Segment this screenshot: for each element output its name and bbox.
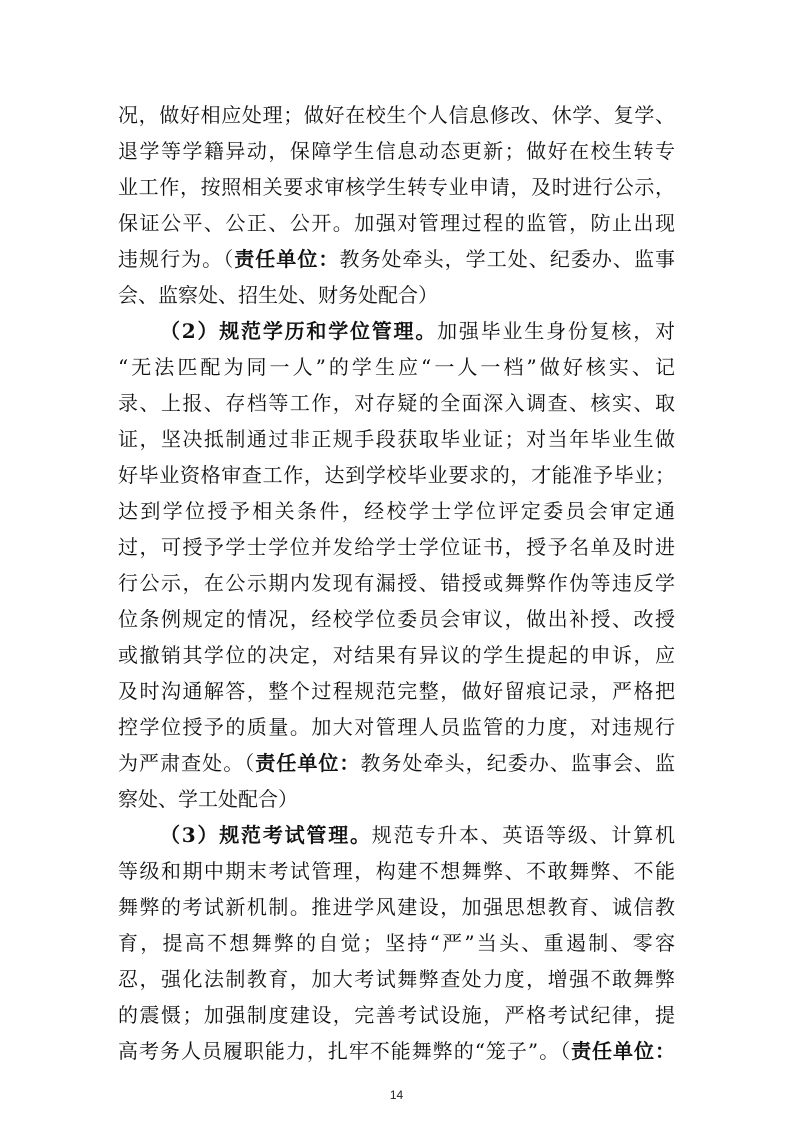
paragraph-2-line-6: 达到学位授予相关条件，经校学士学位评定委员会审定通 (118, 499, 675, 523)
text-run: 加强毕业生身份复核，对 (437, 319, 675, 343)
text-run: 违规行为。（ (118, 247, 235, 271)
section-heading: （2）规范学历和学位管理。 (160, 319, 438, 343)
responsibility-label: 责任单位： (234, 247, 340, 271)
paragraph-2-line-7: 过，可授予学士学位并发给学士学位证书，授予名单及时进 (118, 535, 675, 559)
paragraph-3-line-6: 的震慑；加强制度建设，完善考试设施，严格考试纪律，提 (118, 1003, 675, 1027)
paragraph-2-line-10: 或撤销其学位的决定，对结果有异议的学生提起的申诉，应 (118, 643, 675, 667)
paragraph-3-line-7 (118, 1033, 675, 1069)
page-number: 14 (389, 1088, 404, 1102)
paragraph-2-line-8: 行公示，在公示期内发现有漏授、错授或舞弊作伪等违反学 (118, 571, 675, 595)
paragraph-1-line-5 (118, 241, 675, 277)
paragraph-3-line-5: 忍，强化法制教育，加大考试舞弊查处力度，增强不敢舞弊 (118, 967, 675, 991)
section-heading: （3）规范考试管理。 (160, 823, 372, 847)
paragraph-1-line-1: 况，做好相应处理；做好在校生个人信息修改、休学、复学、 (118, 103, 675, 127)
responsibility-label: 责任单位： (571, 1039, 675, 1063)
text-run: 高考务人员履职能力，扎牢不能舞弊的“笼子”。（ (118, 1039, 572, 1063)
paragraph-2-line-5: 好毕业资格审查工作，达到学校毕业要求的，才能准予毕业； (118, 463, 675, 487)
text-run: 教务处牵头，学工处、纪委办、监事 (339, 247, 675, 271)
paragraph-2-line-1 (160, 313, 675, 349)
paragraph-2-line-9: 位条例规定的情况，经校学位委员会审议，做出补授、改授 (118, 607, 675, 631)
paragraph-2-line-11: 及时沟通解答，整个过程规范完整，做好留痕记录，严格把 (118, 679, 675, 703)
paragraph-1-line-4: 保证公平、公正、公开。加强对管理过程的监管，防止出现 (118, 211, 675, 235)
text-run: 教务处牵头，纪委办、监事会、监 (360, 751, 675, 775)
paragraph-2-line-14: 察处、学工处配合） (118, 787, 298, 811)
paragraph-3-line-1 (160, 817, 675, 853)
text-run: 为严肃查处。（ (118, 751, 256, 775)
paragraph-1-line-3: 业工作，按照相关要求审核学生转专业申请，及时进行公示， (118, 175, 675, 199)
paragraph-2-line-13 (118, 745, 675, 781)
paragraph-3-line-3: 舞弊的考试新机制。推进学风建设，加强思想教育、诚信教 (118, 895, 675, 919)
paragraph-2-line-2: “无法匹配为同一人”的学生应“一人一档”做好核实、记 (118, 355, 675, 379)
text-run: 规范专升本、英语等级、计算机 (371, 823, 675, 847)
paragraph-2-line-3: 录、上报、存档等工作，对存疑的全面深入调查、核实、取 (118, 391, 675, 415)
paragraph-3-line-4: 育，提高不想舞弊的自觉；坚持“严”当头、重遏制、零容 (118, 931, 675, 955)
responsibility-label: 责任单位： (255, 751, 361, 775)
paragraph-3-line-2: 等级和期中期末考试管理，构建不想舞弊、不敢舞弊、不能 (118, 859, 675, 883)
paragraph-2-line-12: 控学位授予的质量。加大对管理人员监管的力度，对违规行 (118, 715, 675, 739)
paragraph-2-line-4: 证，坚决抵制通过非正规手段获取毕业证；对当年毕业生做 (118, 427, 675, 451)
paragraph-1-line-2: 退学等学籍异动，保障学生信息动态更新；做好在校生转专 (118, 139, 675, 163)
paragraph-1-line-6: 会、监察处、招生处、财务处配合） (118, 283, 438, 307)
